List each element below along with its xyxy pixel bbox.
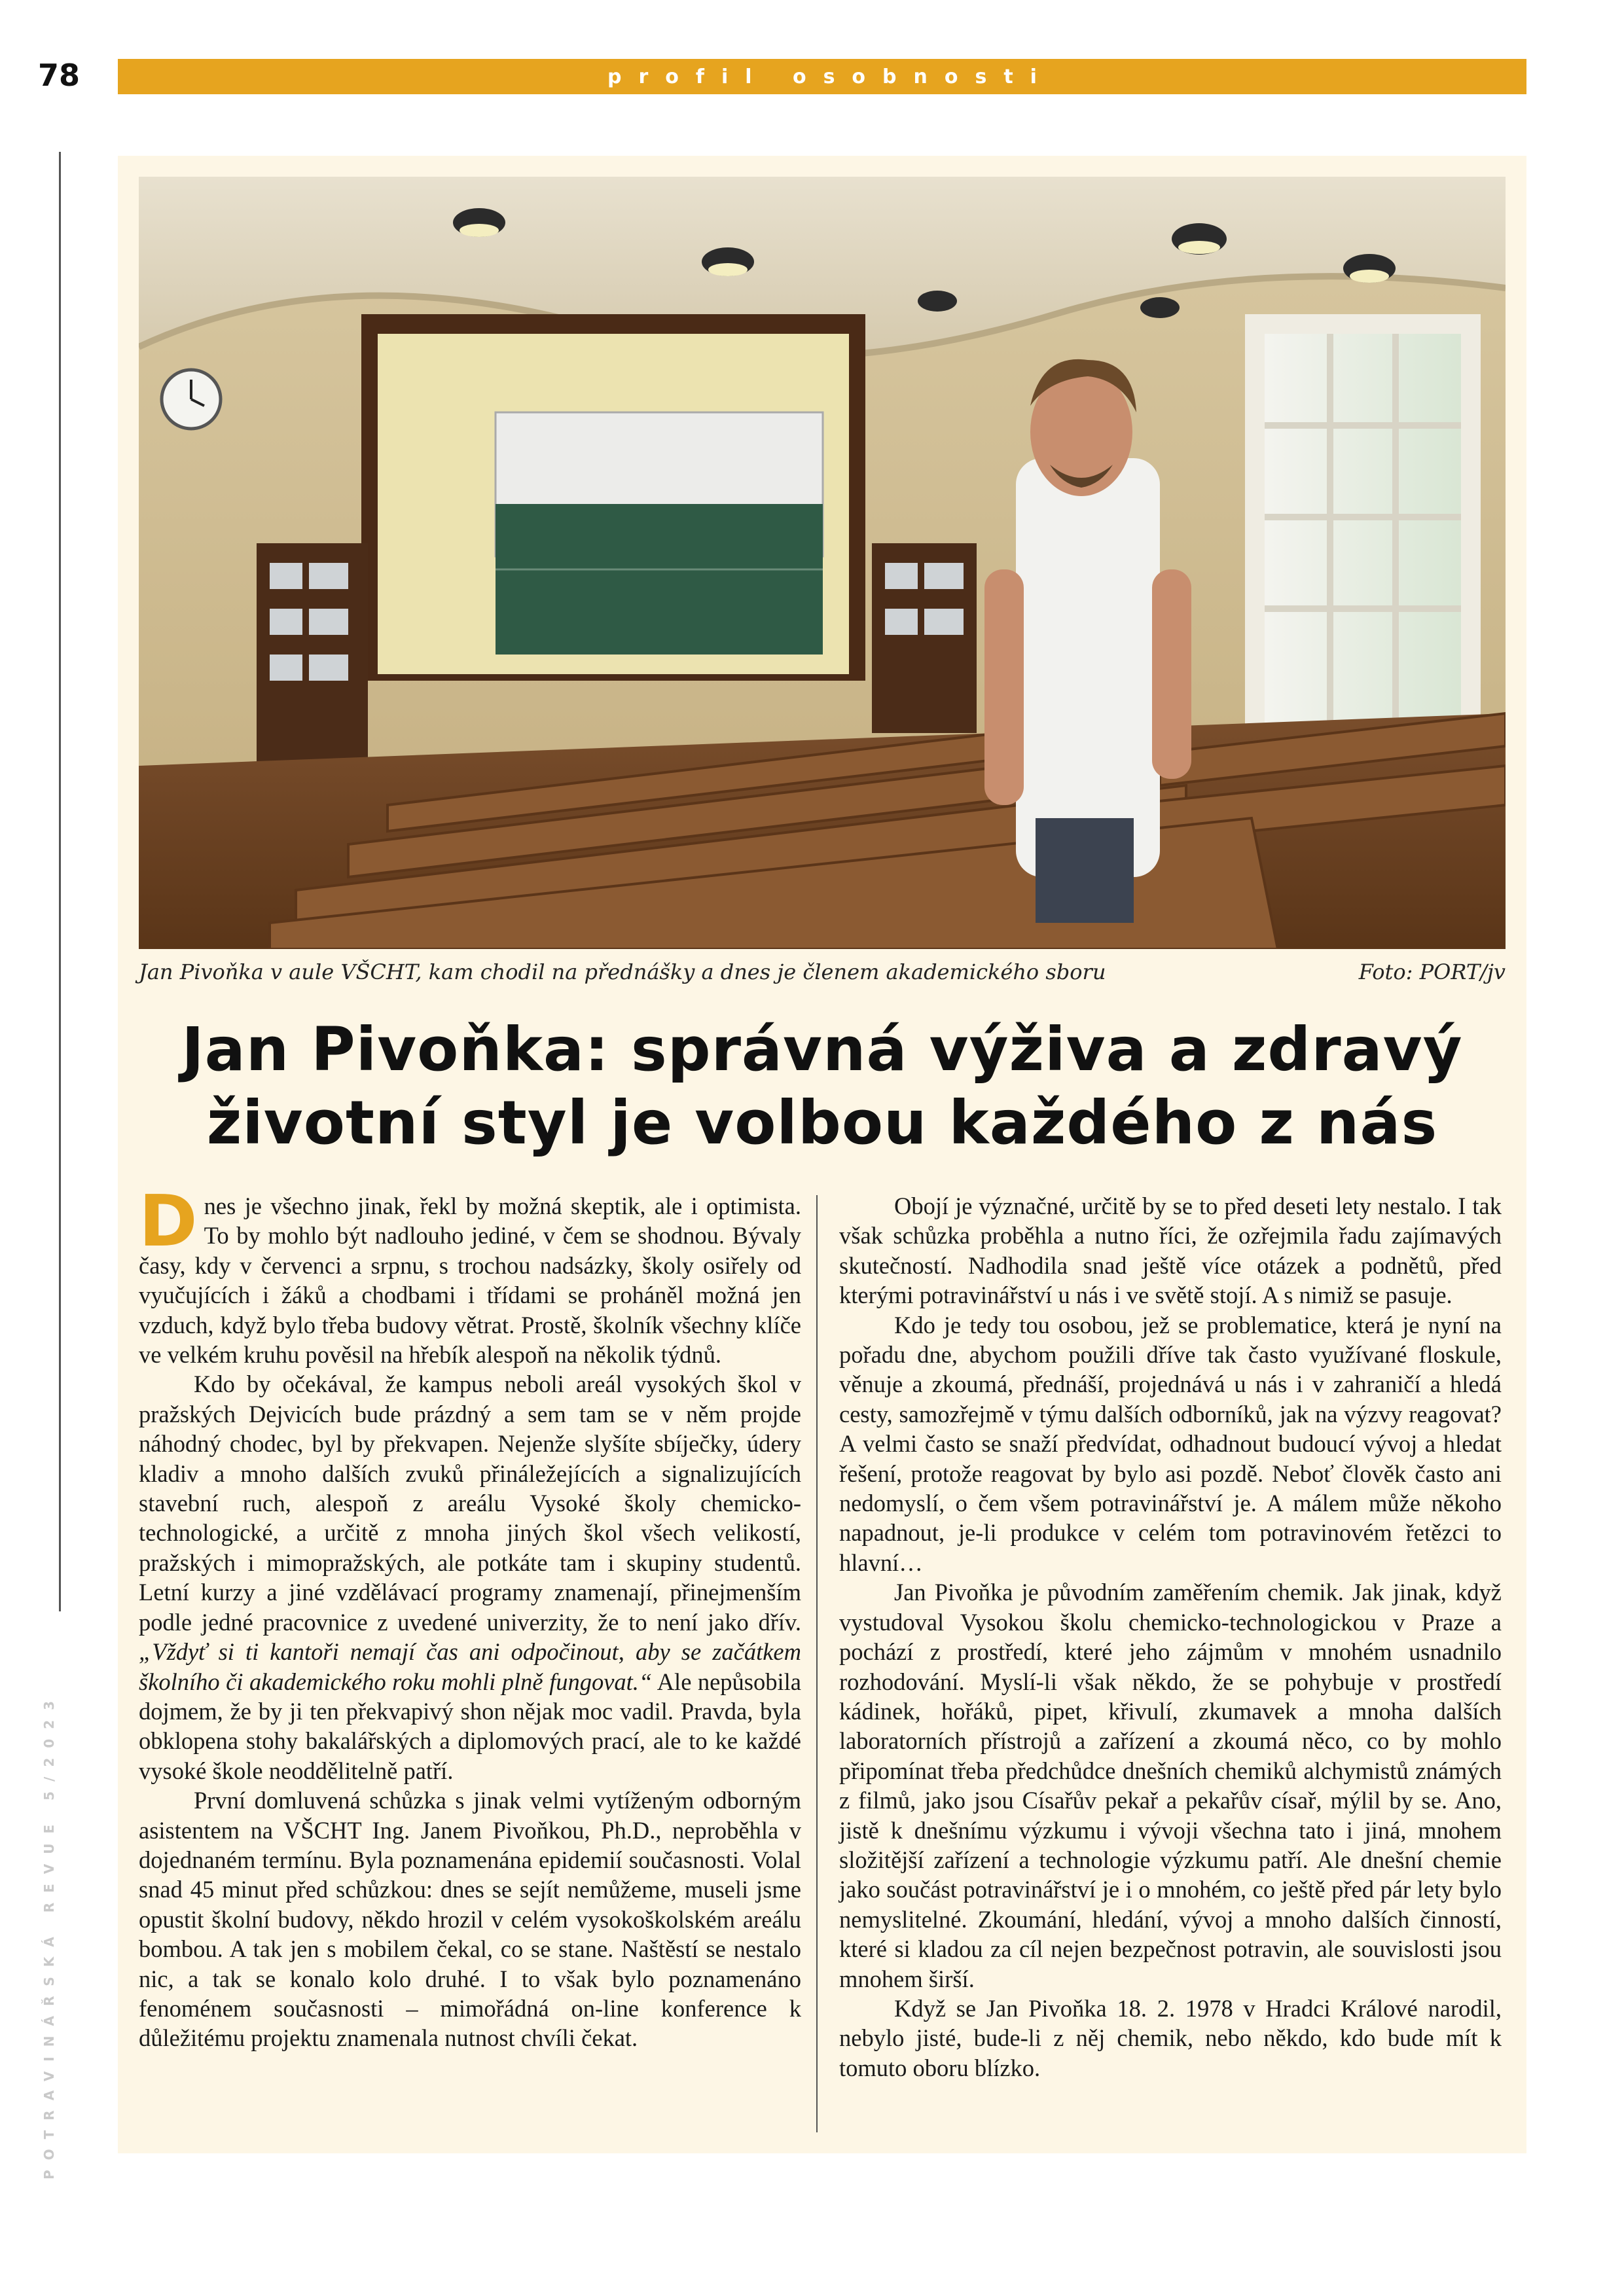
quote: „Vždyť si ti kantoři nemají čas ani odpočinout, aby se začátkem školního či akademického roku mohli plně fungovat.“ [139,1638,801,1695]
drop-cap: D [139,1181,198,1263]
article-paragraph: Kdo je tedy tou osobou, jež se problematice, která je nyní na pořadu dne, abychom použili dříve tak často využívané floskule, věnuje a zkoumá, přednáší, projednává u nás i v zahraničí a hledá cesty, samozřejmě v týmu dalších odborníků, jak na výzvy reagovat? A velmi často se snaží předvídat, odhadnout budoucí vývoj a hledat řešení, protože reagovat by bylo asi pozdě. Neboť člověk často ani nedomyslí, o čem všem potravinářství je. A málem může někoho napadnout, je-li produkce v celém tom potravinovém řetězci to hlavní… [839,1311,1502,1576]
article-photo [139,177,1506,949]
photo-caption-row [139,960,1506,984]
magazine-spine-label: POTRAVINÁŘSKÁ REVUE 5/2023 [41,1691,57,2179]
photo-caption: Jan Pivoňka v aule VŠCHT, kam chodil na přednášky a dnes je členem akademického sboru [139,960,1106,984]
article-paragraph: Obojí je význačné, určitě by se to před deseti lety nestalo. I tak však schůzka proběhla a nutno říci, že ozřejmila řadu zajímavých skutečností. Nadhodila snad ještě více otázek a podnětů, před kterými potravinářství u nás i ve světě stojí. A s nimiž se pasuje. [839,1193,1502,1309]
article-paragraph: Dnes je všechno jinak, řekl by možná skeptik, ale i optimista. To by mohlo být nadlouho jediné, v čem se shodnou. Bývaly časy, kdy v červenci a srpnu, s trochou nadsázky, školy osiřely od vyučujících i žáků a chodbami i třídami se proháněl možná jen vzduch, když bylo třeba budovy větrat. Prostě, školník všechny klíče ve velkém kruhu pověsil na hřebík alespoň na několik týdnů. [139,1181,801,1369]
headline-line-1: Jan Pivoňka: správná výživa a zdravý [181,1014,1463,1085]
article-paragraph: První domluvená schůzka s jinak velmi vytíženým odborným asistentem na VŠCHT Ing. Janem Pivoňkou, Ph.D., neproběhla v dojednaném termínu. Byla poznamenána epidemií současnosti. Volal snad 45 minut před schůzkou: dnes se sejít nemůžeme, museli jsme opustit školní budovy, někdo hrozil v celém vysokoškolském areálu bombou. A tak jen s mobilem čekal, co se stane. Naštěstí se nestalo nic, a tak se konalo kolo druhé. I to však bylo poznamenáno fenoménem současnosti – mimořádná on-line konference k důležitému projektu znamenala nutnost chvíli čekat. [139,1787,801,2052]
photo-credit: Foto: PORT/jv [1358,960,1506,984]
section-header-bar [118,59,1526,94]
article-column-right [839,1191,1502,2083]
headline-line-2: životní styl je volbou každého z nás [206,1088,1438,1158]
section-label: profil osobnosti [607,65,1054,88]
article-headline [139,1013,1506,1160]
margin-rule [59,152,61,1611]
article-column-left [139,1181,801,2053]
article-paragraph: Jan Pivoňka je původním zaměřením chemik. Jak jinak, když vystudoval Vysokou školu chemicko-technologickou v Praze a pochází z prostředí, které jeho zájmům v mnohém usnadnilo rozhodování. Myslí-li však někdo, že se pohybuje v prostředí kádinek, hořáků, pipet, křivulí, zkumavek a mnoha dalších laboratorních přístrojů a zařízení a zkoumá něco, co by mohlo připomínat třeba předchůdce dnešních chemiků alchymistů známých z filmů, jako jsou Císařův pekař a pekařův císař, mýlil by se. Ano, jistě k dnešnímu výzkumu i vývoji všechna tato i jiná, mnohem složitější zařízení a technologie výzkumu patří. Ale dnešní chemie jako součást potravinářství je i o mnohém, co ještě před pár lety bylo nemyslitelné. Zkoumání, hledání, vývoj a mnoho dalších činností, které si kladou za cíl nejen bezpečnost potravin, ale souvislosti jsou mnohem širší. [839,1579,1502,1992]
article-paragraph: Když se Jan Pivoňka 18. 2. 1978 v Hradci Králové narodil, nebylo jisté, bude-li z něj chemik, nebo někdo, kdo bude mít k tomuto oboru blízko. [839,1994,1502,2081]
page-number: 78 [38,58,81,93]
column-divider [816,1195,818,2132]
article-paragraph: Kdo by očekával, že kampus neboli areál vysokých škol v pražských Dejvicích bude prázdný a sem tam se v něm projde náhodný chodec, byl by překvapen. Nejenže slyšíte sbíječky, údery kladiv a mnoho dalších zvuků přináležejících a signalizujících stavební ruch, alespoň z areálu Vysoké školy chemicko-technologické, a určitě z mnoha jiných škol všech velikostí, pražských i mimopražských, ale potkáte tam i skupiny studentů. Letní kurzy a jiné vzdělávací programy znamenají, přinejmenším podle jedné pracovnice z uvedené univerzity, že to není jako dřív. „Vždyť si ti kantoři nemají čas ani odpočinout, aby se začátkem školního či akademického roku mohli plně fungovat.“ Ale nepůsobila dojmem, že by ji ten překvapivý shon nějak moc vadil. Pravda, byla obklopena stohy bakalářských a diplomových prací, ale to ke každé vysoké škole neoddělitelně patří. [139,1371,801,1784]
